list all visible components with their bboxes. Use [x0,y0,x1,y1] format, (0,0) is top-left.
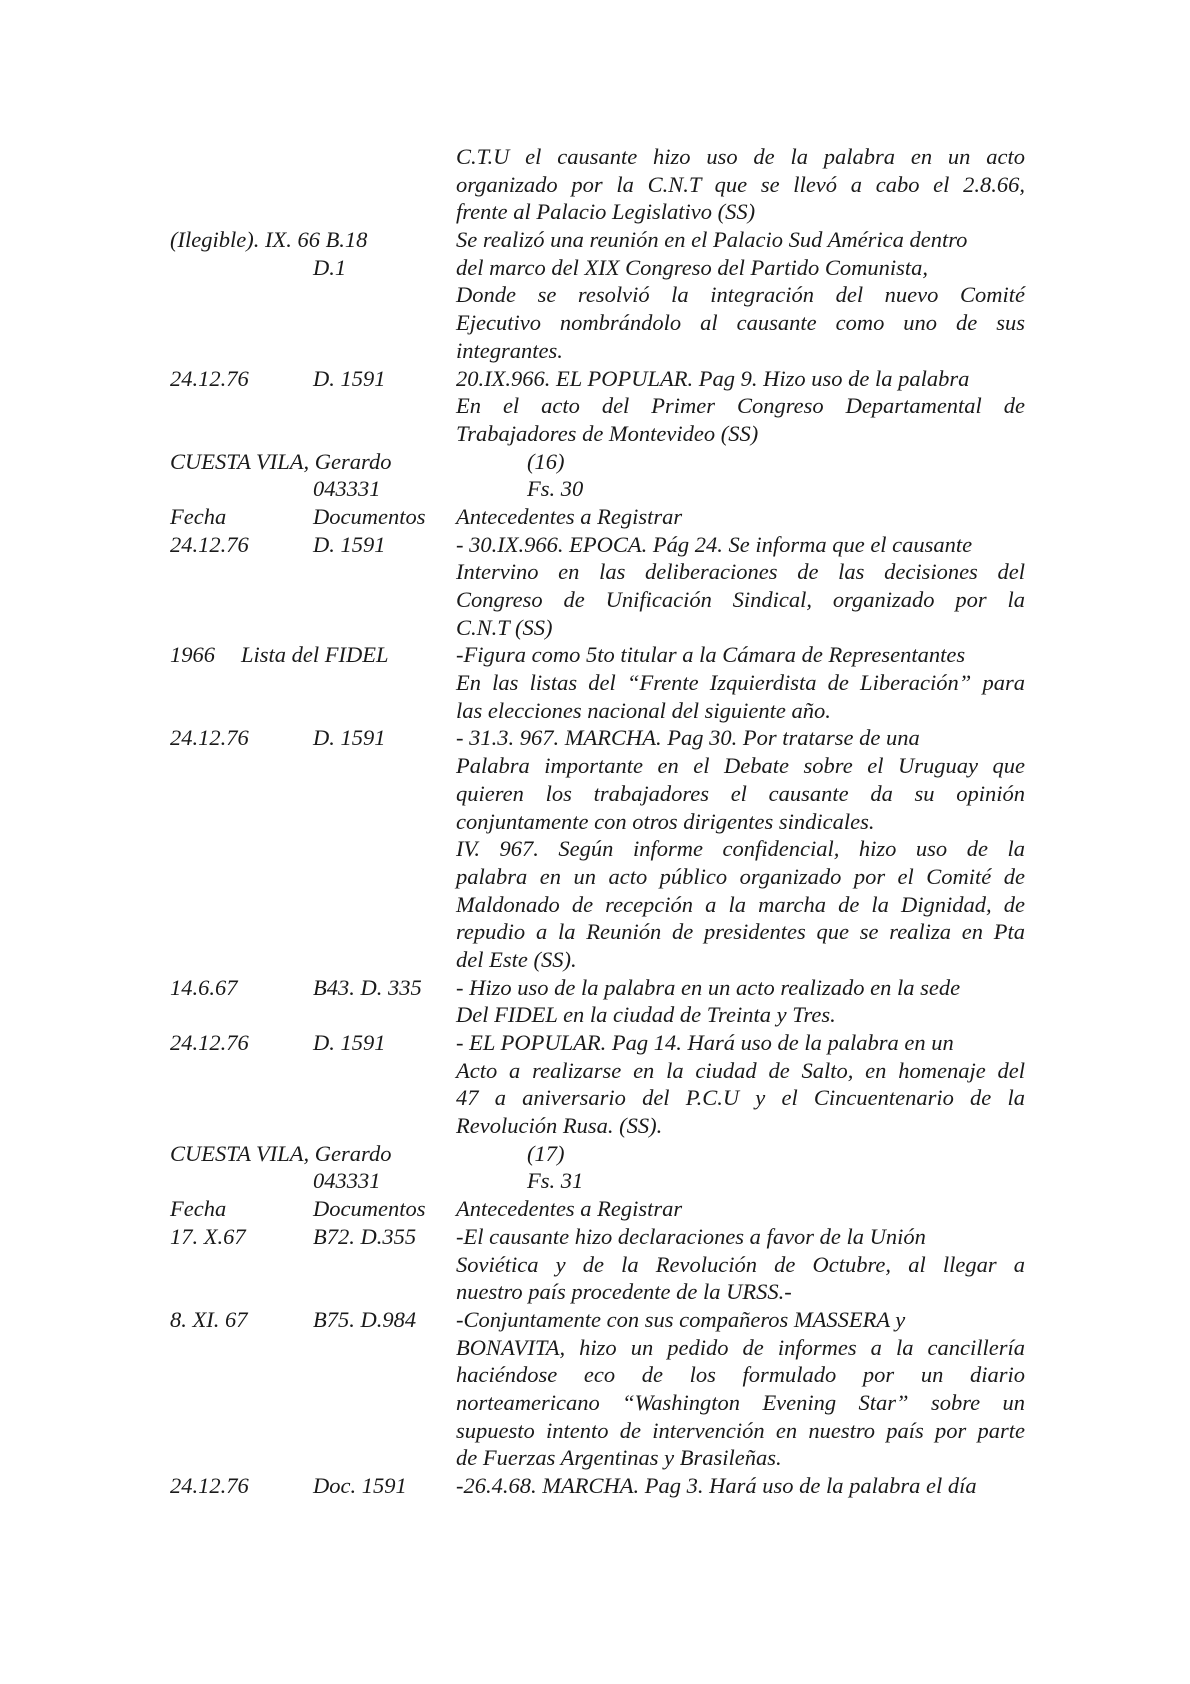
person-id: 043331 [313,1168,381,1194]
entry-date: 24.12.76 [170,1030,249,1055]
person-name: CUESTA VILA, Gerardo [170,1140,392,1166]
entry-text-line: -Conjuntamente con sus compañeros MASSERA y [456,1306,906,1332]
entry-text-line: IV. 967. Según informe confidencial, hizo uso de la [456,836,1025,862]
entry-text-line: - 31.3. 967. MARCHA. Pag 30. Por tratarse de una [456,725,920,751]
entry-text-line: C.N.T (SS) [456,614,553,640]
record-entry [170,1472,1025,1500]
sheet-header [170,1167,1025,1195]
record-entry [170,531,1025,642]
entry-text-line: de Fuerzas Argentinas y Brasileñas. [456,1445,782,1471]
entry-text-line: -El causante hizo declaraciones a favor de la Unión [456,1223,926,1249]
entry-text-line: integrantes. [456,337,563,363]
entry-date: 14.6.67 [170,974,238,1000]
entry-document: D. 1591 [313,725,386,751]
entry-text-line: -26.4.68. MARCHA. Pag 3. Hará uso de la palabra el día [456,1473,977,1498]
entry-text-line: Acto a realizarse en la ciudad de Salto, en homenaje del [456,1057,1025,1083]
entry-text-line: BONAVITA, hizo un pedido de informes a la cancillería [456,1334,1025,1360]
entry-text-line: frente al Palacio Legislativo (SS) [456,199,756,225]
entry-document: Doc. 1591 [313,1473,407,1498]
entry-date: 17. X.67 [170,1223,246,1249]
entry-document: B43. D. 335 [313,974,422,1000]
entry-date: 8. XI. 67 [170,1306,248,1332]
entry-document: D. 1591 [313,1030,386,1055]
record-entry [170,1029,1025,1140]
entry-document: D.1 [313,254,347,280]
page-number: (16) [527,448,565,474]
column-header-fecha: Fecha [170,503,227,529]
entry-date: (Ilegible). IX. 66 B.18 [170,227,368,253]
column-header-antecedentes: Antecedentes a Registrar [456,1196,683,1222]
entry-document: D. 1591 [313,531,386,557]
entry-text-line: Maldonado de recepción a la marcha de la Dignidad, de [456,891,1025,917]
entry-text-line: Revolución Rusa. (SS). [456,1113,663,1139]
entry-text-line: En el acto del Primer Congreso Departamental de [456,393,1025,419]
entry-date: 1966 [170,642,215,668]
entry-document: B72. D.355 [313,1223,417,1249]
entry-text-line: En las listas del “Frente Izquierdista de Liberación” para [456,670,1025,696]
folio-number: Fs. 31 [527,1168,584,1194]
column-header-documentos: Documentos [313,503,426,529]
column-headers [170,1195,1025,1223]
entry-text-line: - EL POPULAR. Pag 14. Hará uso de la palabra en un [456,1030,954,1055]
person-id: 043331 [313,476,381,502]
entry-text-line: Ejecutivo nombrándolo al causante como uno de sus [456,310,1025,336]
column-header-antecedentes: Antecedentes a Registrar [456,503,683,529]
entry-text-line: organizado por la C.N.T que se llevó a cabo el 2.8.66, [456,171,1025,197]
sheet-header [170,448,1025,476]
entry-text-line: conjuntamente con otros dirigentes sindicales. [456,808,875,834]
entry-text-line: 20.IX.966. EL POPULAR. Pag 9. Hizo uso de la palabra [456,365,970,391]
person-name: CUESTA VILA, Gerardo [170,448,392,474]
entry-date: 24.12.76 [170,531,249,557]
record-entry [170,226,1025,364]
sheet-header [170,1140,1025,1168]
entry-text-line: palabra en un acto público organizado por el Comité de [456,863,1025,889]
record-entry [170,641,1025,724]
entry-text-line: C.T.U el causante hizo uso de la palabra en un acto [456,144,1025,169]
record-entry [170,143,1025,226]
entry-text-line: del Este (SS). [456,946,577,972]
entry-document: B75. D.984 [313,1306,417,1332]
entry-text-line: 47 a aniversario del P.C.U y el Cincuentenario de la [456,1085,1025,1111]
entry-date: 24.12.76 [170,1473,249,1498]
entry-text-line: del marco del XIX Congreso del Partido Comunista, [456,254,929,280]
entry-text-line: Soviética y de la Revolución de Octubre, al llegar a [456,1251,1025,1277]
column-header-documentos: Documentos [313,1196,426,1222]
record-entry [170,1223,1025,1306]
record-entry [170,1306,1025,1472]
entry-document: D. 1591 [313,365,386,391]
entry-text-line: norteamericano “Washington Evening Star” sobre un [456,1389,1025,1415]
entry-text-line: haciéndose eco de los formulado por un diario [456,1362,1025,1388]
entry-date: 24.12.76 [170,725,249,751]
column-header-fecha: Fecha [170,1196,227,1222]
entry-text-line: - Hizo uso de la palabra en un acto realizado en la sede [456,974,961,1000]
record-entry [170,974,1025,1029]
entry-text-line: nuestro país procedente de la URSS.- [456,1279,792,1305]
entry-text-line: -Figura como 5to titular a la Cámara de Representantes [456,642,966,668]
entry-text-line: Palabra importante en el Debate sobre el Uruguay que [456,753,1025,779]
page-number: (17) [527,1140,565,1166]
entry-text-line: Donde se resolvió la integración del nuevo Comité [456,282,1025,308]
record-entry [170,724,1025,973]
entry-text-line: quieren los trabajadores el causante da su opinión [456,780,1025,806]
entry-text-line: Intervino en las deliberaciones de las decisiones del [456,559,1025,585]
entry-text-line: Se realizó una reunión en el Palacio Sud América dentro [456,227,968,253]
entry-text-line: Del FIDEL en la ciudad de Treinta y Tres. [456,1002,836,1028]
folio-number: Fs. 30 [527,476,584,502]
entry-text-line: supuesto intento de intervención en nuestro país por parte [456,1417,1025,1443]
entry-text-line: Trabajadores de Montevideo (SS) [456,420,759,446]
sheet-header [170,475,1025,503]
entry-text-line: las elecciones nacional del siguiente año. [456,697,831,723]
entry-document: Lista del FIDEL [241,642,389,668]
record-entry [170,365,1025,448]
entry-text-line: Congreso de Unificación Sindical, organizado por la [456,587,1025,612]
record-sheet [170,143,1025,1500]
entry-date: 24.12.76 [170,365,249,391]
entry-text-line: - 30.IX.966. EPOCA. Pág 24. Se informa que el causante [456,531,973,557]
column-headers [170,503,1025,531]
entry-text-line: repudio a la Reunión de presidentes que se realiza en Pta [456,919,1025,945]
